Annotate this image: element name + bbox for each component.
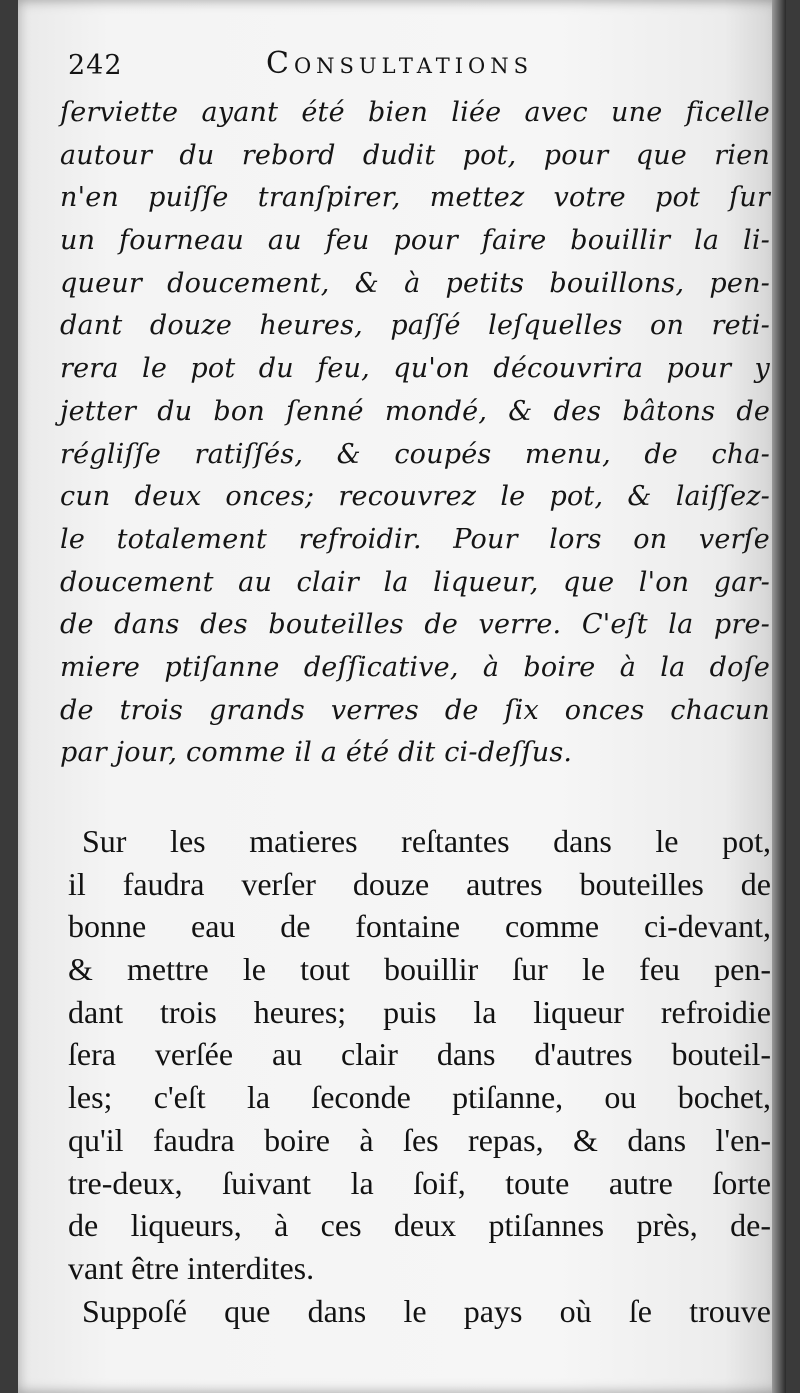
text-line: cun deux onces; recouvrez le pot, & laiſſez- xyxy=(60,481,770,513)
text-line: Suppoſé que dans le pays où ſe trouve xyxy=(82,1292,771,1329)
text-line: de liqueurs, à ces deux ptiſannes près, de- xyxy=(68,1207,771,1244)
italic-paragraph xyxy=(60,92,770,775)
text-line: dant douze heures, paſſé leſquelles on reti- xyxy=(60,310,770,342)
text-line: bonne eau de fontaine comme ci-devant, xyxy=(68,908,771,945)
text-line: vant être interdites. xyxy=(68,1249,315,1286)
page-edge-shadow xyxy=(772,0,786,1393)
text-line: un fourneau au feu pour faire bouillir la li- xyxy=(60,225,770,257)
text-line: ſerviette ayant été bien liée avec une ficelle xyxy=(60,97,770,128)
text-line: miere ptiſanne deſſicative, à boire à la doſe xyxy=(60,651,770,683)
text-line: & mettre le tout bouillir ſur le feu pen- xyxy=(68,951,771,988)
text-line: de dans des bouteilles de verre. C'eſt la pre- xyxy=(60,609,770,641)
roman-paragraphs xyxy=(68,820,771,1332)
text-line: le totalement refroidir. Pour lors on verſe xyxy=(60,523,770,555)
text-line: ſera verſée au clair dans d'autres bouteil- xyxy=(68,1036,771,1073)
text-line: jetter du bon ſenné mondé, & des bâtons de xyxy=(60,395,770,427)
text-line: doucement au clair la liqueur, que l'on gar- xyxy=(60,566,770,598)
text-line: rera le pot du feu, qu'on découvrira pour y xyxy=(60,353,770,385)
text-line: n'en puiſſe tranſpirer, mettez votre pot ſur xyxy=(60,182,770,214)
text-line: qu'il faudra boire à ſes repas, & dans l'en- xyxy=(68,1121,771,1158)
page-header xyxy=(68,46,768,86)
text-line: il faudra verſer douze autres bouteilles de xyxy=(68,865,771,902)
text-line: dant trois heures; puis la liqueur refroidie xyxy=(68,993,771,1030)
running-title: Consultations xyxy=(266,46,534,81)
text-line: les; c'eſt la ſeconde ptiſanne, ou bochet, xyxy=(68,1079,771,1116)
text-line: de trois grands verres de ſix onces chacun xyxy=(60,694,770,726)
text-line: Sur les matieres reſtantes dans le pot, xyxy=(82,823,771,859)
page-number: 242 xyxy=(68,50,123,81)
text-line: régliſſe ratiſſés, & coupés menu, de cha- xyxy=(60,438,770,470)
text-line: par jour, comme il a été dit ci-deſſus. xyxy=(60,737,573,769)
text-line: autour du rebord dudit pot, pour que rien xyxy=(60,139,770,171)
text-line: queur doucement, & à petits bouillons, pen- xyxy=(60,267,770,299)
book-page xyxy=(18,0,786,1393)
text-line: tre-deux, ſuivant la ſoif, toute autre ſorte xyxy=(68,1164,771,1201)
